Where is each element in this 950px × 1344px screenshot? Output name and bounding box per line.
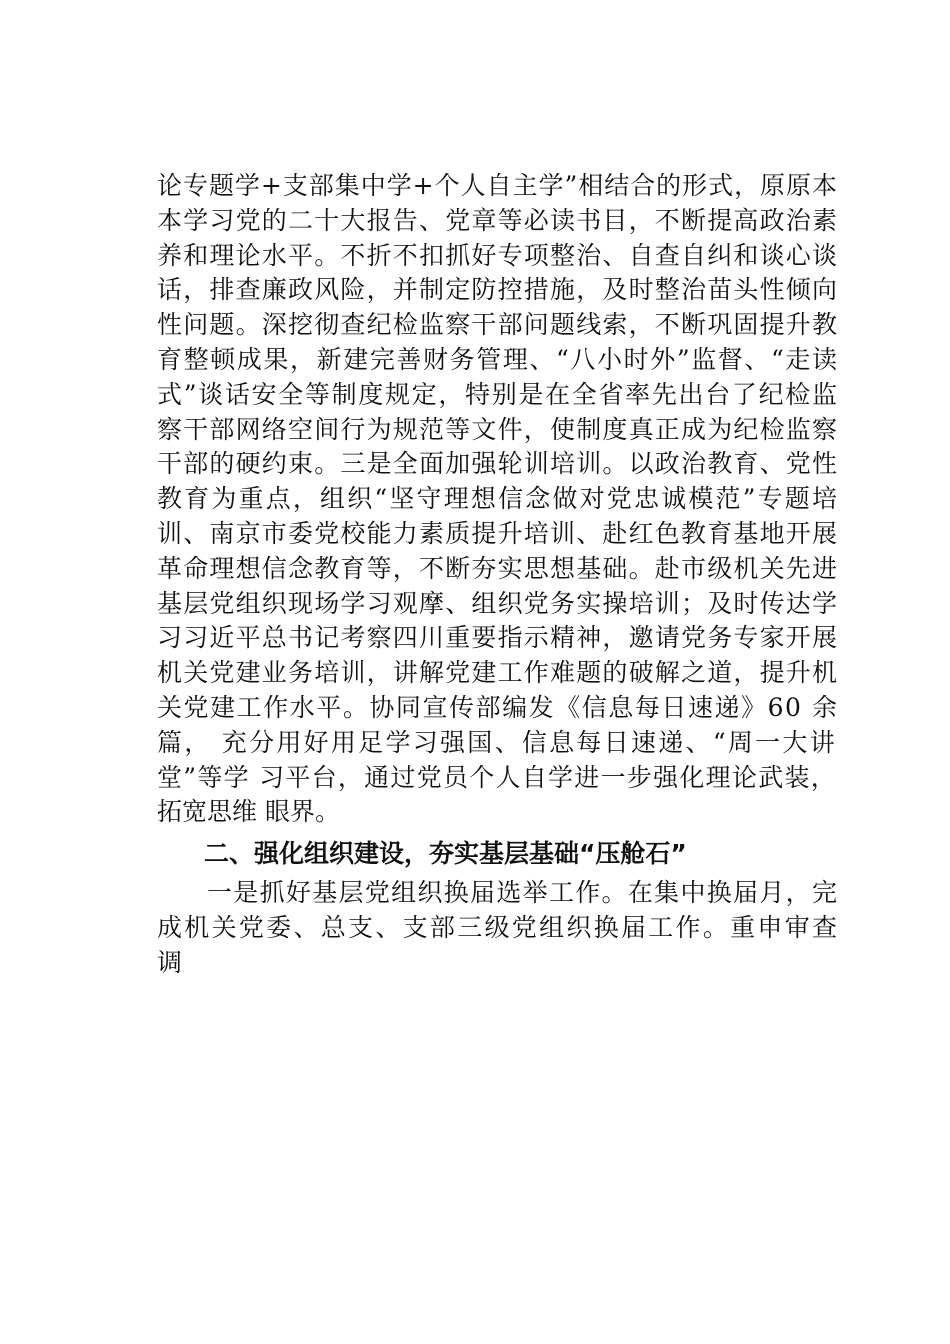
paragraph-line: 篇， 充分用好用足学习强国、信息每日速递、“周一大讲: [157, 727, 837, 757]
paragraph-line: 育整顿成果，新建完善财务管理、“八小时外”监督、“走读: [157, 344, 839, 374]
paragraph-line: 机关党建业务培训，讲解党建工作难题的破解之道，提升机: [157, 658, 839, 688]
paragraph-line: 教育为重点，组织“坚守理想信念做对党忠诚模范”专题培: [157, 484, 840, 514]
paragraph-line: 察干部网络空间行为规范等文件，使制度真正成为纪检监察: [157, 414, 839, 444]
paragraph-line: 论专题学+支部集中学+个人自主学”相结合的形式，原原本: [157, 171, 838, 200]
paragraph-line: 训、南京市委党校能力素质提升培训、赴红色教育基地开展: [157, 518, 839, 548]
paragraph-line: 关党建工作水平。协同宣传部编发《信息每日速递》60 余: [157, 692, 839, 722]
paragraph-line: 基层党组织现场学习观摩、组织党务实操培训；及时传达学: [157, 588, 839, 618]
paragraph-line: 拓宽思维 眼界。: [157, 797, 340, 827]
section-heading: 二、强化组织建设，夯实基层基础“压舱石”: [204, 839, 687, 869]
paragraph-line: 话，排查廉政风险，并制定防控措施，及时整治苗头性倾向: [157, 275, 839, 305]
paragraph-line: 养和理论水平。不折不扣抓好专项整治、自查自纠和谈心谈: [157, 240, 839, 270]
paragraph-line: 性问题。深挖彻查纪检监察干部问题线索，不断巩固提升教: [157, 310, 839, 340]
paragraph-line: 成机关党委、总支、支部三级党组织换届工作。重申审查: [157, 912, 840, 942]
paragraph-line: 干部的硬约束。三是全面加强轮训培训。以政治教育、党性: [157, 449, 839, 479]
paragraph-line: 一是抓好基层党组织换届选举工作。在集中换届月，完: [207, 878, 839, 908]
paragraph-line: 习习近平总书记考察四川重要指示精神，邀请党务专家开展: [157, 623, 839, 653]
paragraph-line: 堂”等学 习平台，通过党员个人自学进一步强化理论武装，: [157, 762, 837, 792]
paragraph-line: 调: [157, 947, 183, 977]
paragraph-line: 式”谈话安全等制度规定，特别是在全省率先出台了纪检监: [157, 379, 839, 409]
body-text: [157, 169, 840, 981]
paragraph-line: 革命理想信念教育等，不断夯实思想基础。赴市级机关先进: [157, 553, 839, 583]
paragraph-line: 本学习党的二十大报告、党章等必读书目，不断提高政治素: [157, 205, 839, 235]
